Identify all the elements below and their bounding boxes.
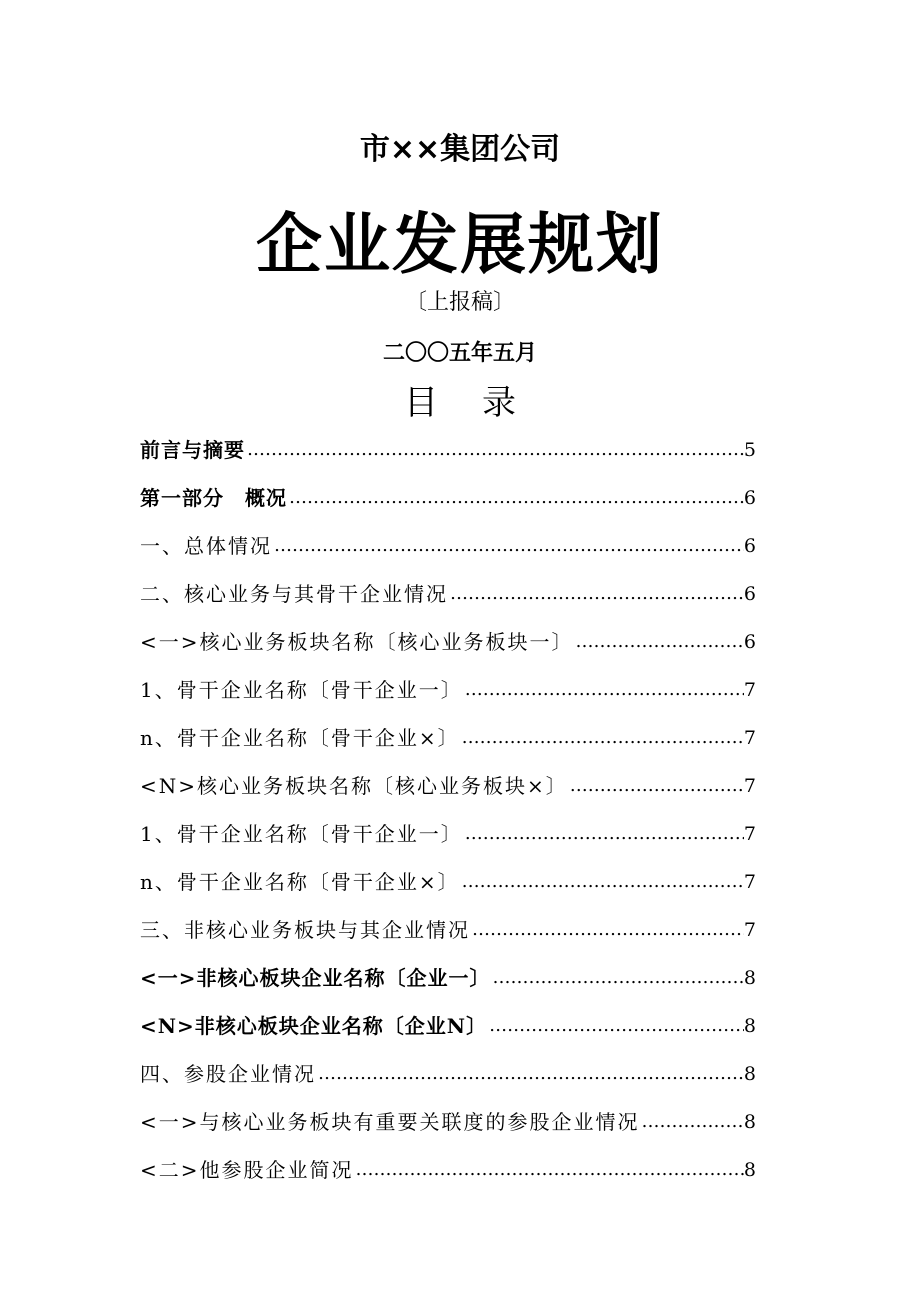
toc-dot-leader — [491, 954, 744, 1002]
table-of-contents — [140, 426, 760, 1194]
toc-dot-leader — [316, 1050, 744, 1098]
toc-dot-leader — [568, 762, 744, 810]
toc-entry-title: 第一部分 概况 — [140, 486, 287, 510]
toc-dot-leader — [470, 906, 744, 954]
toc-entry-title: <二>他参股企业简况 — [140, 1158, 354, 1182]
document-title: 企业发展规划 — [256, 205, 664, 283]
toc-page-number: 8 — [743, 1159, 756, 1181]
toc-page-number: 6 — [743, 583, 756, 605]
toc-entry-title: n、骨干企业名称〔骨干企业×〕 — [140, 870, 460, 894]
toc-page-number: 6 — [743, 535, 756, 557]
toc-dot-leader — [574, 618, 744, 666]
toc-entry[interactable] — [140, 1146, 760, 1194]
toc-entry-title: 二、核心业务与其骨干企业情况 — [140, 582, 448, 606]
toc-heading: 目录 — [404, 383, 560, 423]
toc-entry-title: 一、总体情况 — [140, 534, 272, 558]
toc-entry[interactable] — [140, 714, 760, 762]
company-name: 市××集团公司 — [359, 132, 561, 167]
toc-entry-title: n、骨干企业名称〔骨干企业×〕 — [140, 726, 460, 750]
toc-page-number: 8 — [743, 1111, 756, 1133]
toc-dot-leader — [463, 810, 744, 858]
toc-dot-leader — [287, 474, 744, 522]
toc-entry[interactable] — [140, 1050, 760, 1098]
toc-entry-title: <N>非核心板块企业名称〔企业N〕 — [140, 1014, 488, 1038]
toc-page-number: 7 — [743, 679, 756, 701]
toc-page-number: 7 — [743, 919, 756, 941]
toc-dot-leader — [448, 570, 744, 618]
toc-entry-title: 三、非核心业务板块与其企业情况 — [140, 918, 470, 942]
toc-entry[interactable] — [140, 954, 760, 1002]
document-subtitle: 〔上报稿〕 — [404, 290, 515, 315]
toc-entry[interactable] — [140, 762, 760, 810]
toc-page-number: 7 — [743, 871, 756, 893]
toc-page-number: 5 — [743, 439, 756, 461]
toc-entry-title: 前言与摘要 — [140, 438, 245, 462]
toc-dot-leader — [640, 1098, 744, 1146]
toc-entry-title: <一>非核心板块企业名称〔企业一〕 — [140, 966, 491, 990]
toc-dot-leader — [463, 666, 744, 714]
toc-dot-leader — [460, 858, 744, 906]
toc-page-number: 8 — [743, 1063, 756, 1085]
toc-dot-leader — [245, 426, 744, 474]
toc-entry-title: 1、骨干企业名称〔骨干企业一〕 — [140, 678, 463, 702]
toc-entry[interactable] — [140, 426, 760, 474]
toc-page-number: 8 — [743, 1015, 756, 1037]
toc-entry-title: <一>核心业务板块名称〔核心业务板块一〕 — [140, 630, 574, 654]
toc-page-number: 6 — [743, 631, 756, 653]
toc-page-number: 6 — [743, 487, 756, 509]
toc-page-number: 7 — [743, 823, 756, 845]
toc-entry[interactable] — [140, 906, 760, 954]
document-date: 二〇〇五年五月 — [382, 341, 537, 366]
toc-dot-leader — [487, 1002, 744, 1050]
toc-dot-leader — [272, 522, 744, 570]
toc-entry[interactable] — [140, 666, 760, 714]
toc-entry[interactable] — [140, 1002, 760, 1050]
toc-entry[interactable] — [140, 618, 760, 666]
toc-entry[interactable] — [140, 522, 760, 570]
toc-entry-title: 1、骨干企业名称〔骨干企业一〕 — [140, 822, 463, 846]
toc-entry[interactable] — [140, 1098, 760, 1146]
toc-entry[interactable] — [140, 810, 760, 858]
toc-page-number: 7 — [743, 775, 756, 797]
toc-dot-leader — [354, 1146, 744, 1194]
toc-entry[interactable] — [140, 858, 760, 906]
toc-entry[interactable] — [140, 570, 760, 618]
toc-page-number: 8 — [743, 967, 756, 989]
toc-entry-title: 四、参股企业情况 — [140, 1062, 316, 1086]
toc-dot-leader — [460, 714, 744, 762]
toc-page-number: 7 — [743, 727, 756, 749]
toc-entry[interactable] — [140, 474, 760, 522]
toc-entry-title: <一>与核心业务板块有重要关联度的参股企业情况 — [140, 1110, 640, 1134]
toc-entry-title: <N>核心业务板块名称〔核心业务板块×〕 — [140, 774, 568, 798]
